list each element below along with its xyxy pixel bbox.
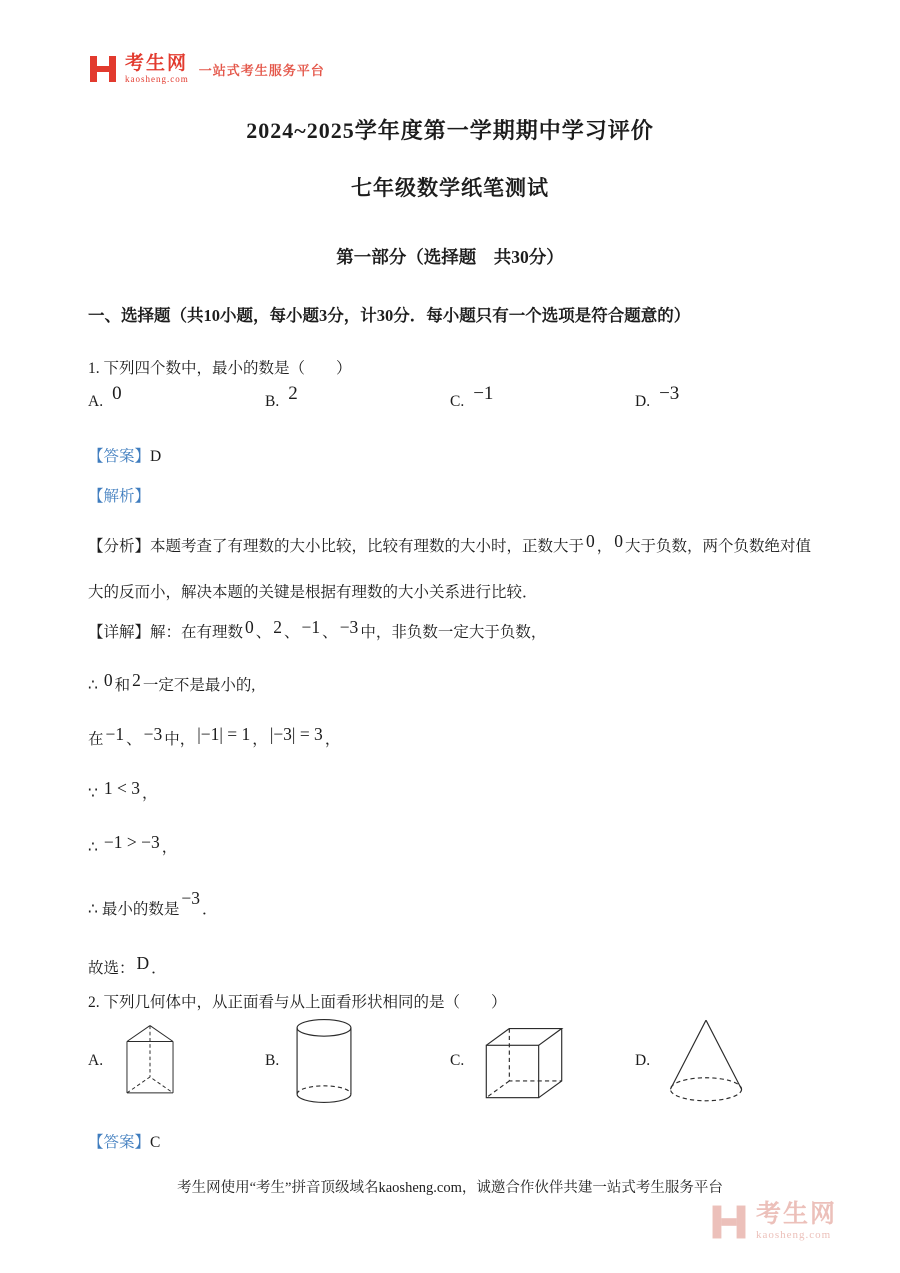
question-1-jiexi bbox=[88, 484, 150, 506]
solution-line: 在 −1 、 −3 中， |−1| = 1 ， |−3| = 3 ， bbox=[88, 724, 341, 748]
question-1-stem: 1. 下列四个数中，最小的数是（ ） bbox=[88, 360, 352, 377]
option-b bbox=[265, 383, 450, 412]
part-heading: 第一部分（选择题 共30分） bbox=[336, 247, 564, 267]
answer-value: D bbox=[150, 448, 162, 465]
question-2-options bbox=[88, 1016, 848, 1106]
document-subtitle: 七年级数学纸笔测试 bbox=[351, 176, 549, 200]
solution-line: ∴ 0 和 2 一定不是最小的, bbox=[88, 670, 256, 694]
option-a bbox=[88, 383, 265, 412]
watermark-name: 考生网 bbox=[756, 1201, 838, 1228]
option-c bbox=[450, 1022, 635, 1100]
option-c bbox=[450, 383, 635, 412]
option-value: −1 bbox=[473, 383, 494, 404]
logo-text bbox=[125, 54, 189, 84]
answer-label: 【答案】 bbox=[88, 448, 151, 465]
document-title: 2024~2025学年度第一学期期中学习评价 bbox=[246, 118, 654, 143]
option-d bbox=[635, 1016, 746, 1106]
logo-name: 考生网 bbox=[125, 53, 189, 74]
watermark-domain: kaosheng.com bbox=[756, 1229, 832, 1241]
question-2-stem: 2. 下列几何体中，从正面看与从上面看形状相同的是（ ） bbox=[88, 994, 507, 1011]
answer-value: C bbox=[150, 1134, 161, 1151]
option-b bbox=[265, 1017, 450, 1105]
option-label: B. bbox=[265, 1052, 280, 1069]
solution-line: 故选： D ． bbox=[88, 953, 167, 977]
triangular-prism-icon bbox=[119, 1016, 181, 1106]
jiexi-label: 【解析】 bbox=[88, 488, 151, 505]
watermark-text bbox=[756, 1202, 837, 1241]
solution-line: ∵ 1 < 3 ， bbox=[88, 778, 158, 802]
logo-tagline: 一站式考生服务平台 bbox=[198, 62, 325, 78]
option-label: A. bbox=[88, 1052, 104, 1069]
solution-line: 【详解】解：在有理数 0 、 2 、 −1 、 −3 中，非负数一定大于负数， bbox=[88, 617, 547, 641]
watermark-logo bbox=[710, 1202, 837, 1241]
option-label: B. bbox=[265, 393, 280, 410]
solution-line: ∴ −1 > −3 ， bbox=[88, 832, 178, 856]
option-d bbox=[635, 383, 680, 412]
option-value: −3 bbox=[659, 383, 680, 404]
option-label: A. bbox=[88, 393, 104, 410]
site-logo bbox=[88, 54, 325, 84]
question-1-options bbox=[88, 383, 812, 412]
question-1-answer bbox=[88, 444, 161, 466]
answer-label: 【答案】 bbox=[88, 1134, 151, 1151]
cube-icon bbox=[480, 1022, 568, 1100]
solution-line: ∴ 最小的数是−3． bbox=[88, 888, 218, 918]
kaosheng-watermark-icon bbox=[710, 1203, 748, 1241]
option-label: D. bbox=[635, 393, 651, 410]
option-value: 2 bbox=[288, 383, 298, 404]
section-heading: 一、选择题（共10小题，每小题3分，计30分．每小题只有一个选项是符合题意的） bbox=[88, 306, 691, 325]
logo-domain: kaosheng.com bbox=[125, 74, 189, 84]
cone-icon bbox=[666, 1016, 746, 1106]
option-label: C. bbox=[450, 1052, 465, 1069]
footer-text: 考生网使用“考生”拼音顶级域名kaosheng.com，诚邀合作伙伴共建一站式考生服务平台 bbox=[177, 1180, 723, 1196]
option-a bbox=[88, 1016, 265, 1106]
kaosheng-logo-icon bbox=[88, 54, 118, 84]
cylinder-icon bbox=[295, 1017, 353, 1105]
option-label: D. bbox=[635, 1052, 651, 1069]
option-label: C. bbox=[450, 393, 465, 410]
option-value: 0 bbox=[112, 383, 122, 404]
question-2-answer bbox=[88, 1130, 160, 1152]
question-1-analysis: 【分析】本题考查了有理数的大小比较，比较有理数的大小时，正数大于 0 ， 0 大于负数，两个负数绝对值大的反而小，解决本题的关键是根据有理数的大小关系进行比较． bbox=[88, 531, 812, 601]
